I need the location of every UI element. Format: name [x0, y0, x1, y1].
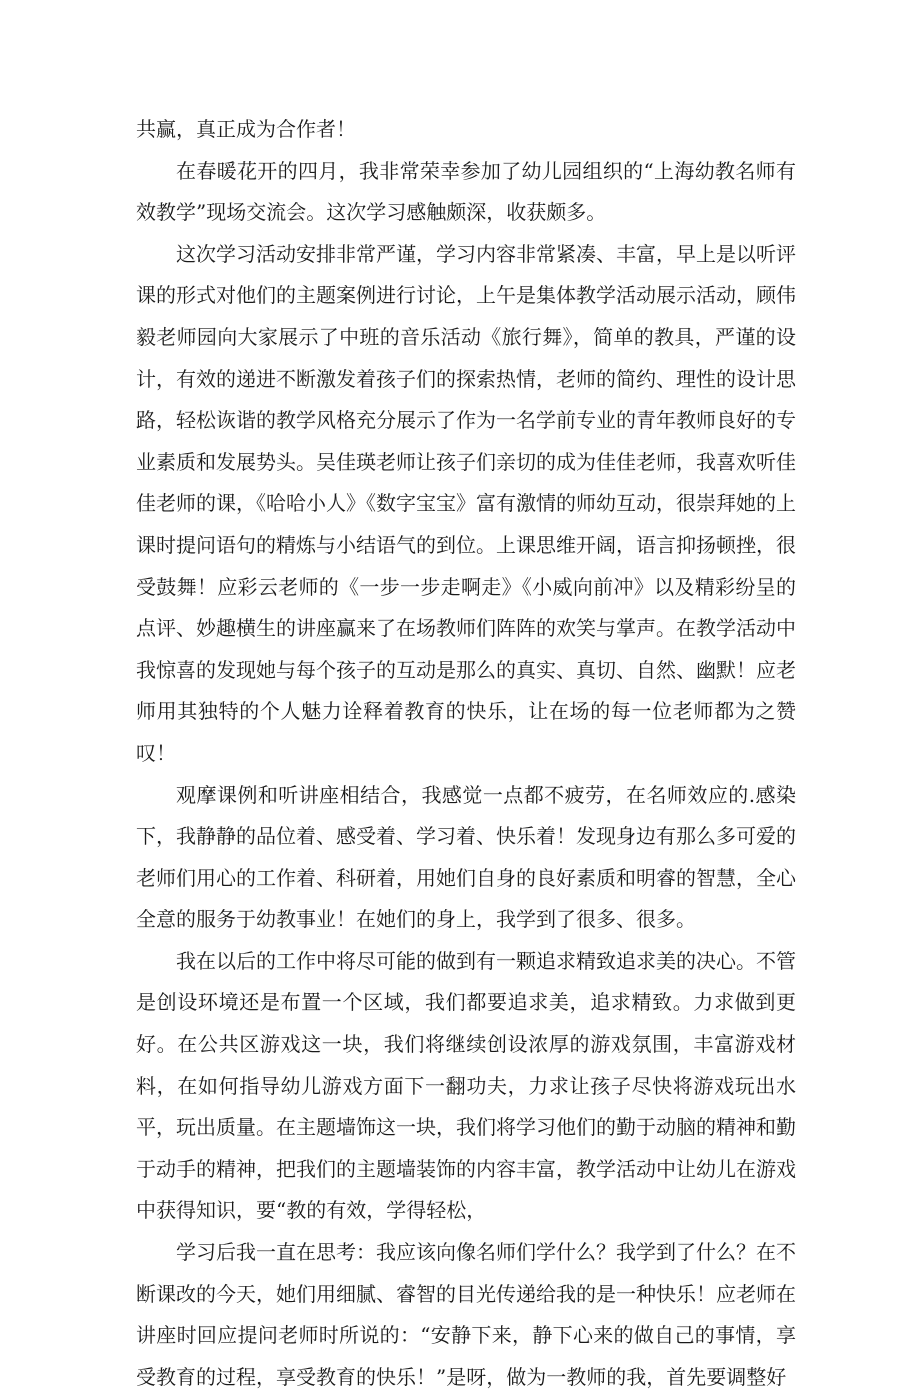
- paragraph-4: 观摩课例和听讲座相结合，我感觉一点都不疲劳，在名师效应的.感染下，我静静的品位着、感受着、学习着、快乐着！发现身边有那么多可爱的老师们用心的工作着、科研着，用她们自身的良好素质和明睿的智慧，全心全意的服务于幼教事业！在她们的身上，我学到了很多、很多。: [136, 782, 796, 932]
- paragraph-5: 我在以后的工作中将尽可能的做到有一颗追求精致追求美的决心。不管是创设环境还是布置一个区域，我们都要追求美，追求精致。力求做到更好。在公共区游戏这一块，我们将继续创设浓厚的游戏氛围，丰富游戏材料，在如何指导幼儿游戏方面下一翻功夫，力求让孩子尽快将游戏玩出水平，玩出质量。在主题墙饰这一块，我们将学习他们的勤于动脑的精神和勤于动手的精神，把我们的主题墙装饰的内容丰富，教学活动中让幼儿在游戏中获得知识，要“教的有效，学得轻松，: [136, 948, 796, 1223]
- paragraph-1: 共赢，真正成为合作者！: [136, 117, 356, 141]
- paragraph-2: 在春暖花开的四月，我非常荣幸参加了幼儿园组织的“上海幼教名师有效教学”现场交流会。这次学习感触颇深，收获颇多。: [136, 158, 796, 225]
- paragraph-3: 这次学习活动安排非常严谨，学习内容非常紧凑、丰富，早上是以听评课的形式对他们的主题案例进行讨论，上午是集体教学活动展示活动，顾伟毅老师园向大家展示了中班的音乐活动《旅行舞》，简单的教具，严谨的设计，有效的递进不断激发着孩子们的探索热情，老师的简约、理性的设计思路，轻松诙谐的教学风格充分展示了作为一名学前专业的青年教师良好的专业素质和发展势头。吴佳瑛老师让孩子们亲切的成为佳佳老师，我喜欢听佳佳老师的课，《哈哈小人》《数字宝宝》富有激情的师幼互动，很崇拜她的上课时提问语句的精炼与小结语气的到位。上课思维开阔，语言抑扬顿挫，很受鼓舞！应彩云老师的《一步一步走啊走》《小威向前冲》以及精彩纷呈的点评、妙趣横生的讲座赢来了在场教师们阵阵的欢笑与掌声。在教学活动中我惊喜的发现她与每个孩子的互动是那么的真实、真切、自然、幽默！应老师用其独特的个人魅力诠释着教育的快乐，让在场的每一位老师都为之赞叹！: [136, 241, 796, 765]
- document-body: [136, 109, 796, 1398]
- paragraph-6: 学习后我一直在思考：我应该向像名师们学什么？我学到了什么？在不断课改的今天，她们用细腻、睿智的目光传递给我的是一种快乐！应老师在讲座时回应提问老师时所说的：“安静下来，静下心来的做自己的事情，享受教育的过程，享受教育的快乐！”是呀，做为一教师的我，首先要调整好: [136, 1240, 796, 1389]
